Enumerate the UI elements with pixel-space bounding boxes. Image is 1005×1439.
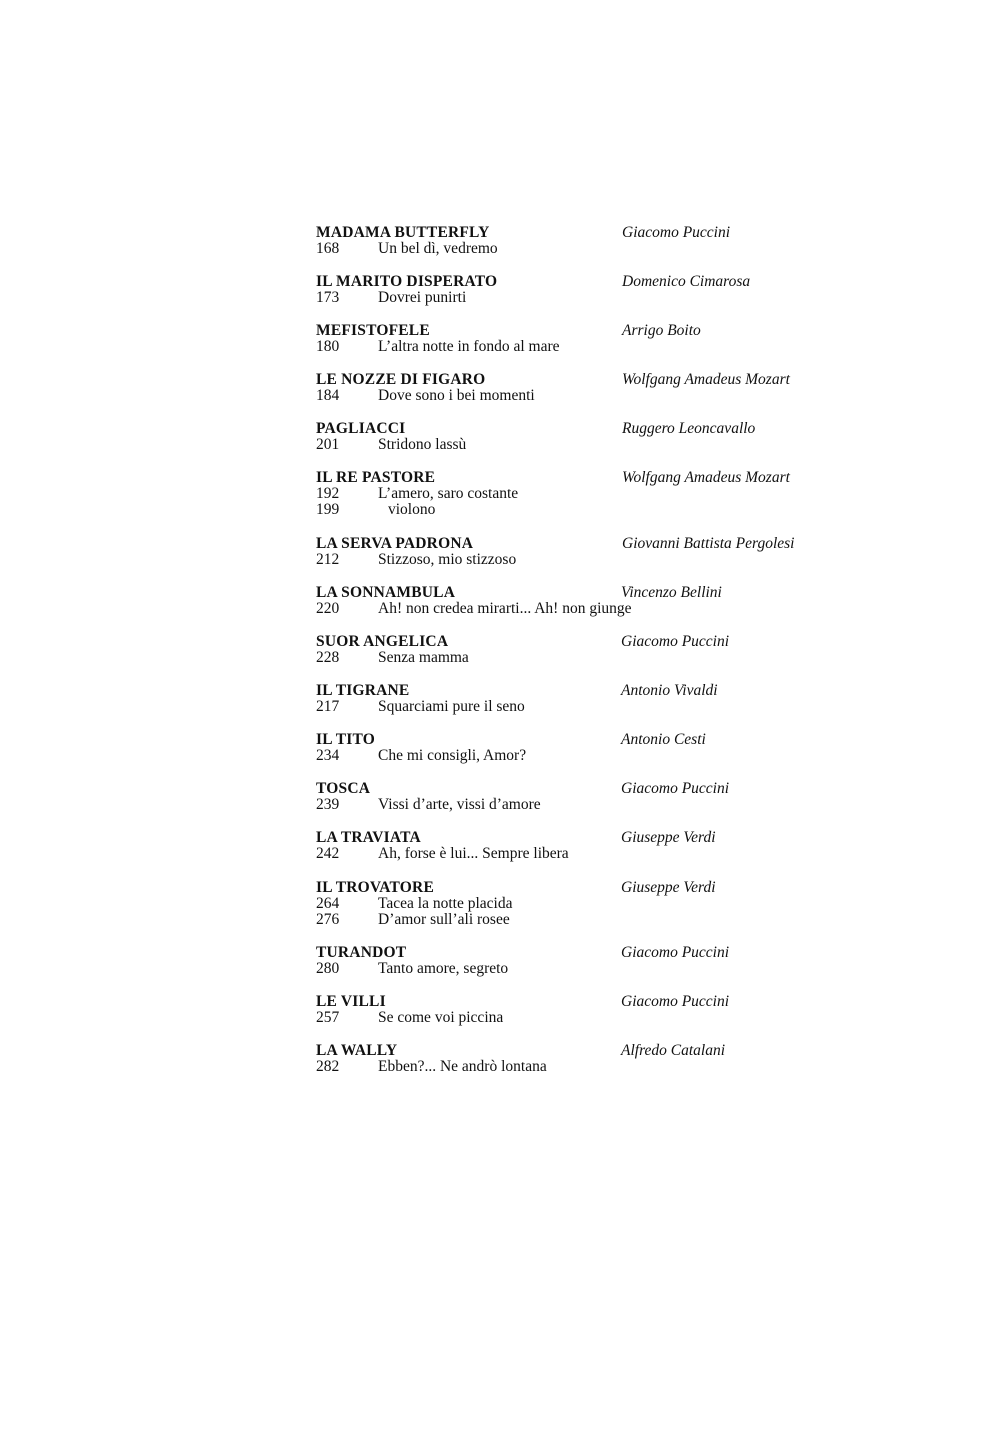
aria-line	[316, 845, 569, 862]
composer-name: Domenico Cimarosa	[622, 273, 751, 290]
opera-title: MEFISTOFELE	[316, 322, 430, 339]
opera-title: LA WALLY	[316, 1042, 398, 1059]
aria-title: Stridono lassù	[378, 436, 467, 453]
aria-line	[316, 649, 469, 666]
page-number: 264	[316, 895, 340, 912]
composer-name: Arrigo Boito	[622, 322, 701, 339]
aria-line	[316, 911, 510, 928]
aria-title: D’amor sull’ali rosee	[378, 911, 510, 928]
aria-title: Ah, forse è lui... Sempre libera	[378, 845, 569, 862]
aria-title: Dovrei punirti	[378, 289, 467, 306]
opera-title: IL MARITO DISPERATO	[316, 273, 498, 290]
page-number: 192	[316, 485, 340, 502]
opera-title: LA TRAVIATA	[316, 829, 421, 846]
page-number: 242	[316, 845, 340, 862]
composer-name: Giacomo Puccini	[621, 993, 730, 1010]
composer-name: Giacomo Puccini	[622, 224, 731, 241]
composer-name: Ruggero Leoncavallo	[622, 420, 756, 437]
composer-name: Giovanni Battista Pergolesi	[622, 535, 795, 552]
opera-title: IL RE PASTORE	[316, 469, 436, 486]
composer-name: Giacomo Puccini	[621, 780, 730, 797]
aria-title: Vissi d’arte, vissi d’amore	[378, 796, 541, 813]
opera-title: MADAMA BUTTERFLY	[316, 224, 490, 241]
page-number: 201	[316, 436, 340, 453]
aria-title: violono	[388, 501, 436, 518]
page-number: 217	[316, 698, 340, 715]
composer-name: Vincenzo Bellini	[621, 584, 722, 601]
opera-title: LE NOZZE DI FIGARO	[316, 371, 486, 388]
page-number: 220	[316, 600, 340, 617]
aria-line	[316, 747, 526, 764]
aria-title: L’altra notte in fondo al mare	[378, 338, 560, 355]
page-number: 168	[316, 240, 340, 257]
aria-line	[316, 338, 560, 355]
aria-line	[316, 551, 516, 568]
aria-line	[316, 698, 525, 715]
aria-line	[316, 289, 466, 306]
composer-name: Antonio Cesti	[621, 731, 706, 748]
page-number: 276	[316, 911, 340, 928]
aria-line	[316, 600, 632, 617]
aria-title: Un bel dì, vedremo	[378, 240, 498, 257]
aria-title: Che mi consigli, Amor?	[378, 747, 527, 764]
page-number: 282	[316, 1058, 340, 1075]
aria-title: Tacea la notte placida	[378, 895, 513, 912]
aria-title: Se come voi piccina	[378, 1009, 504, 1026]
composer-name: Giuseppe Verdi	[621, 879, 716, 896]
composer-name: Giuseppe Verdi	[621, 829, 716, 846]
aria-title: Squarciami pure il seno	[378, 698, 525, 715]
page-number: 212	[316, 551, 340, 568]
page-number: 199	[316, 501, 340, 518]
opera-title: LA SONNAMBULA	[316, 584, 456, 601]
opera-title: SUOR ANGELICA	[316, 633, 449, 650]
page-number: 257	[316, 1009, 340, 1026]
aria-title: L’amero, saro costante	[378, 485, 519, 502]
aria-line	[316, 240, 498, 257]
composer-name: Alfredo Catalani	[621, 1042, 726, 1059]
page-number: 280	[316, 960, 340, 977]
page-number: 239	[316, 796, 340, 813]
aria-title: Dove sono i bei momenti	[378, 387, 535, 404]
aria-line	[316, 436, 466, 453]
page-number: 180	[316, 338, 340, 355]
aria-title: Tanto amore, segreto	[378, 960, 509, 977]
opera-title: IL TITO	[316, 731, 375, 748]
page-number: 184	[316, 387, 340, 404]
page-number: 173	[316, 289, 340, 306]
opera-title: LA SERVA PADRONA	[316, 535, 474, 552]
aria-line	[316, 796, 541, 813]
aria-line	[316, 1058, 547, 1075]
composer-name: Wolfgang Amadeus Mozart	[622, 371, 790, 388]
opera-title: TURANDOT	[316, 944, 407, 961]
aria-line	[316, 1009, 503, 1026]
opera-title: LE VILLI	[316, 993, 386, 1010]
aria-line	[316, 485, 518, 502]
aria-title: Ah! non credea mirarti... Ah! non giunge	[378, 600, 632, 617]
aria-title: Ebben?... Ne andrò lontana	[378, 1058, 547, 1075]
composer-name: Antonio Vivaldi	[621, 682, 718, 699]
aria-line	[316, 501, 435, 518]
composer-name: Giacomo Puccini	[621, 633, 730, 650]
composer-name: Giacomo Puccini	[621, 944, 730, 961]
aria-title: Senza mamma	[378, 649, 469, 666]
opera-title: IL TROVATORE	[316, 879, 434, 896]
page-number: 228	[316, 649, 340, 666]
opera-title: IL TIGRANE	[316, 682, 410, 699]
aria-title: Stizzoso, mio stizzoso	[378, 551, 517, 568]
opera-title: TOSCA	[316, 780, 371, 797]
page-number: 234	[316, 747, 340, 764]
aria-line	[316, 960, 508, 977]
opera-title: PAGLIACCI	[316, 420, 406, 437]
aria-line	[316, 387, 535, 404]
composer-name: Wolfgang Amadeus Mozart	[622, 469, 790, 486]
aria-line	[316, 895, 512, 912]
